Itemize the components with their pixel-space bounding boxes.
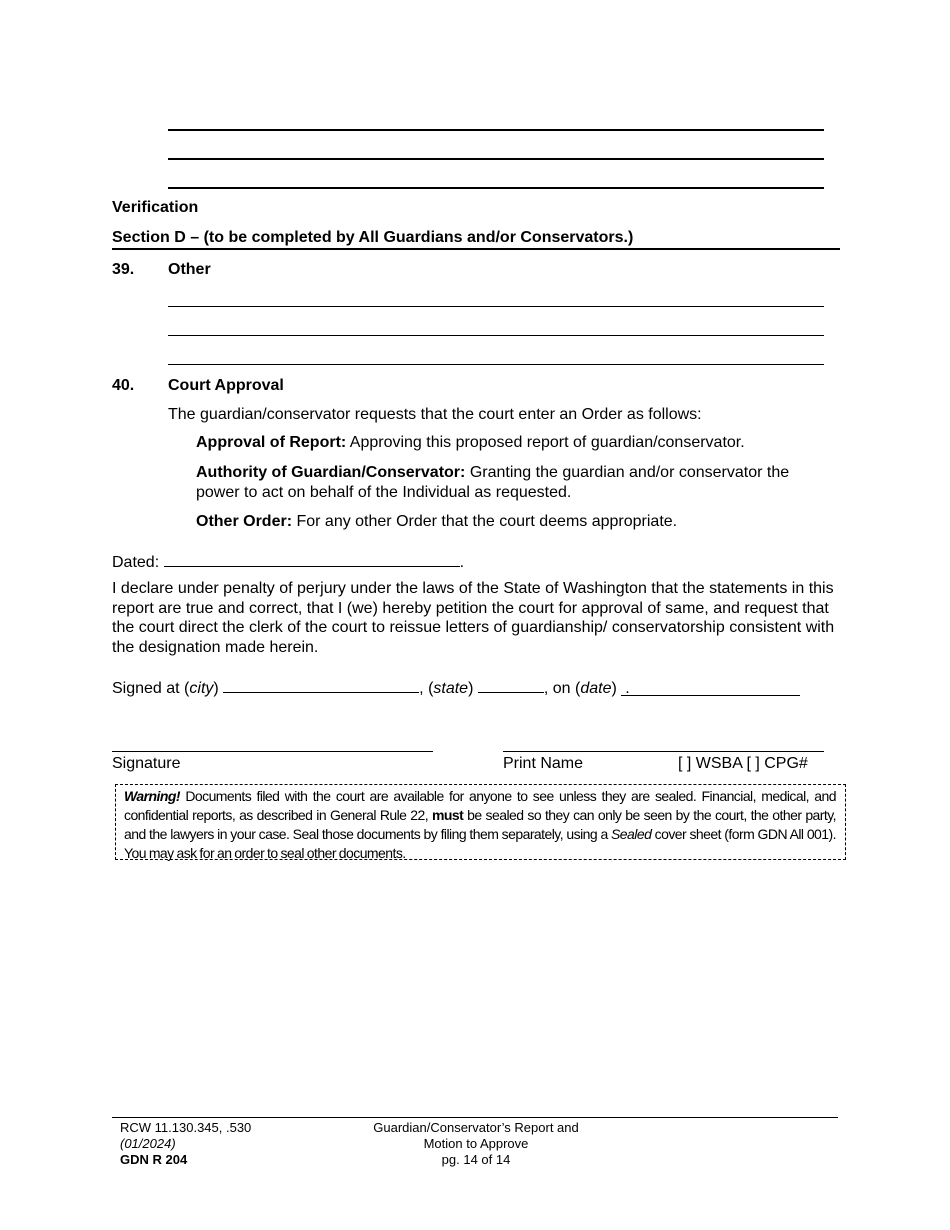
- dated-row: [112, 550, 464, 573]
- item-39-number: 39.: [112, 261, 135, 278]
- order-label: Approval of Report:: [196, 434, 347, 451]
- section-divider: [112, 248, 840, 250]
- city-label: city: [189, 680, 214, 697]
- date-close: ): [611, 680, 617, 697]
- order-authority: [196, 463, 836, 502]
- date-label: date: [580, 680, 612, 697]
- city-close: ): [213, 680, 219, 697]
- order-label: Authority of Guardian/Conservator:: [196, 464, 466, 481]
- section-d-heading: Section D – (to be completed by All Guardians and/or Conservators.): [112, 229, 634, 246]
- blank-answer-line[interactable]: [168, 187, 824, 189]
- verification-heading: Verification: [112, 199, 199, 216]
- warning-text-3: cover sheet (form GDN All 001). You may ask for an order to seal other documents.: [124, 826, 836, 861]
- footer-rcw: RCW 11.130.345, .530: [120, 1120, 252, 1135]
- state-field[interactable]: [478, 676, 544, 693]
- date-field-dot: .: [625, 680, 630, 697]
- blank-answer-line[interactable]: [168, 129, 824, 131]
- footer-form-number: GDN R 204: [120, 1152, 188, 1167]
- order-text: Granting the guardian and/or conservator the power to act on behalf of the Individual as requested.: [196, 464, 790, 501]
- signed-at-prefix: Signed at (: [112, 680, 190, 697]
- court-approval-intro: The guardian/conservator requests that the court enter an Order as follows:: [168, 406, 702, 423]
- footer-form-date: (01/2024): [120, 1136, 176, 1151]
- footer-title-line-2: Motion to Approve: [423, 1136, 529, 1151]
- warning-text-2: be sealed so they can only be seen by the court, the other party, and the lawyers in your case. Seal those documents by filing them separately, using a: [124, 807, 836, 842]
- state-label: state: [433, 680, 469, 697]
- footer-divider: [112, 1117, 838, 1118]
- other-answer-line[interactable]: [168, 306, 824, 307]
- state-open: , (: [419, 680, 434, 697]
- wsba-cpg-label: [ ] WSBA [ ] CPG#: [678, 755, 808, 772]
- dated-field[interactable]: [164, 550, 460, 567]
- warning-text-1: Documents filed with the court are available for anyone to see unless they are sealed. Financial, medical, and confidential reports, as described in General Rule 22,: [124, 788, 836, 823]
- dated-period: .: [459, 554, 465, 571]
- order-approval-of-report: [196, 433, 836, 453]
- footer-title-line-1: Guardian/Conservator’s Report and: [373, 1120, 579, 1135]
- declaration-paragraph: I declare under penalty of perjury under the laws of the State of Washington that the statements in this report are true and correct, that I (we) hereby petition the court for approval of same, and request that the court direct the clerk of the court to reissue letters of guardianship/ conservatorship consistent with the designation made herein.: [112, 580, 835, 656]
- order-text: Approving this proposed report of guardian/conservator.: [349, 434, 745, 451]
- order-other: [196, 512, 836, 532]
- signature-label: Signature: [112, 755, 181, 772]
- other-answer-line[interactable]: [168, 335, 824, 336]
- blank-answer-line[interactable]: [168, 158, 824, 160]
- other-answer-line[interactable]: [168, 364, 824, 365]
- item-40-number: 40.: [112, 377, 135, 394]
- warning-sealed: Sealed: [611, 826, 652, 842]
- warning-must: must: [432, 807, 464, 823]
- item-40-title: Court Approval: [168, 377, 284, 394]
- warning-lead: Warning!: [124, 788, 181, 804]
- print-name-label: Print Name: [503, 755, 584, 772]
- date-open: , on (: [543, 680, 581, 697]
- state-close: ): [468, 680, 474, 697]
- item-39-title: Other: [168, 261, 211, 278]
- date-field[interactable]: [621, 679, 800, 696]
- print-name-line[interactable]: [503, 751, 824, 752]
- signed-at-row: [112, 676, 800, 699]
- footer-page-number: pg. 14 of 14: [441, 1152, 511, 1167]
- dated-label: Dated:: [112, 554, 160, 571]
- order-label: Other Order:: [196, 513, 293, 530]
- city-field[interactable]: [223, 676, 419, 693]
- order-text: For any other Order that the court deems appropriate.: [296, 513, 678, 530]
- sealing-warning-box: [115, 784, 846, 860]
- signature-line[interactable]: [112, 751, 433, 752]
